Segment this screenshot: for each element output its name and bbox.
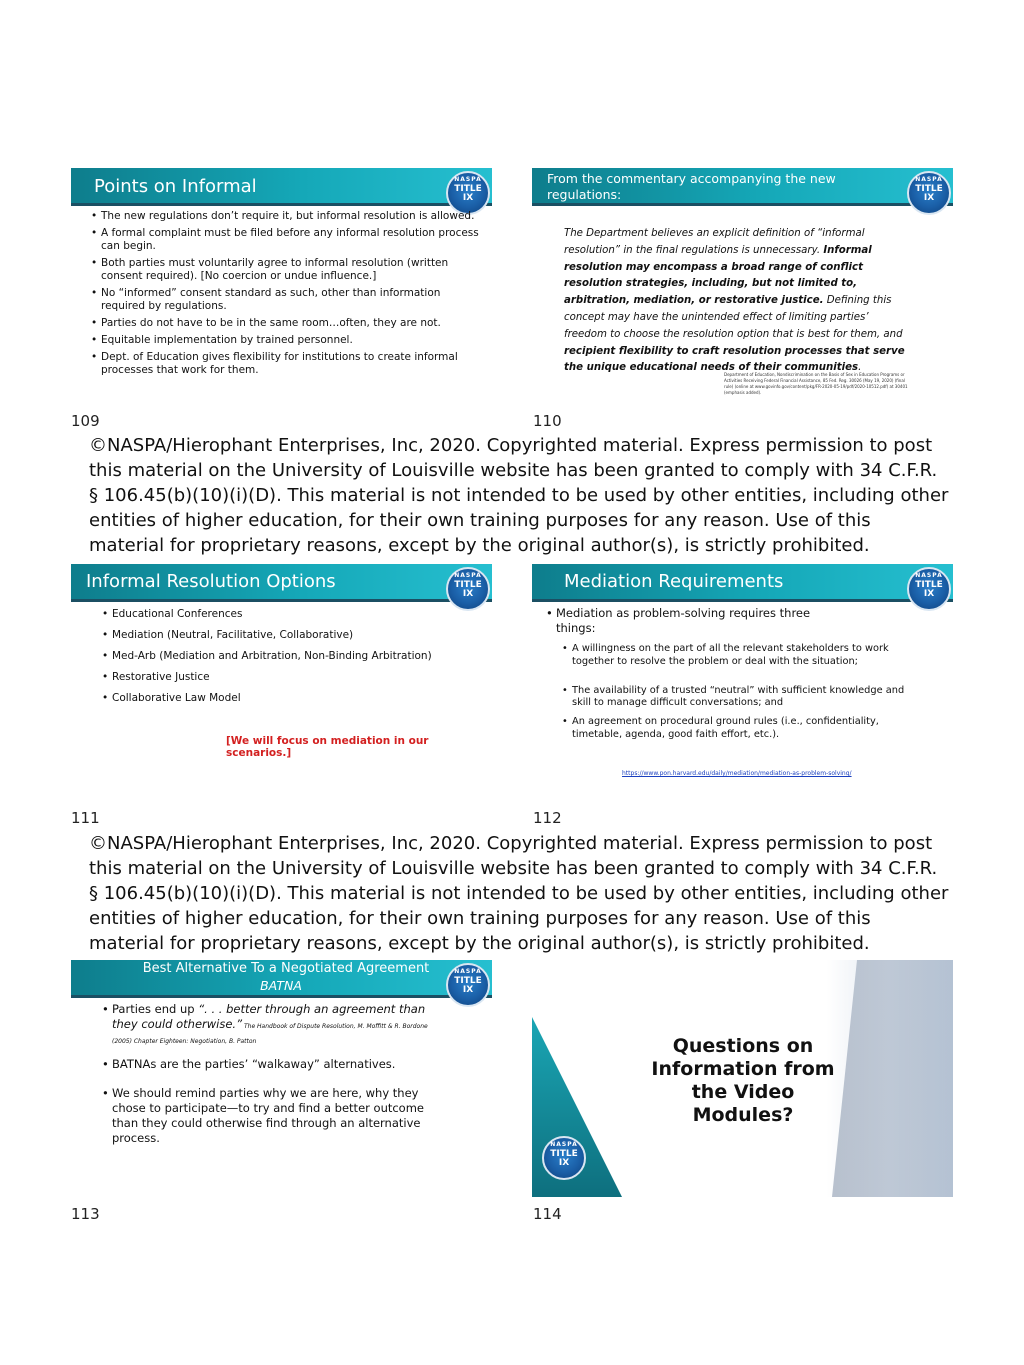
- slide-title-banner: [532, 168, 953, 206]
- title-ix-badge-icon: NASPA TITLE IX: [446, 171, 490, 215]
- slide-111: [71, 564, 492, 801]
- title-ix-badge-icon: NASPA TITLE IX: [542, 1136, 586, 1180]
- questions-heading: Questions on Information from the Video Modules?: [651, 1035, 835, 1126]
- list-item: • A formal complaint must be filed before any informal resolution process can begin.: [91, 227, 481, 253]
- slide-109: [71, 168, 492, 405]
- slide-114: [532, 960, 953, 1197]
- list-item: • Mediation (Neutral, Facilitative, Collaborative): [102, 629, 462, 642]
- bullet-list: [102, 1002, 438, 1146]
- title-ix-badge-icon: NASPA TITLE IX: [907, 567, 951, 611]
- list-item: • Med-Arb (Mediation and Arbitration, Non-Binding Arbitration): [102, 650, 462, 663]
- list-item: • Equitable implementation by trained personnel.: [91, 334, 481, 347]
- list-item: • The availability of a trusted “neutral” with sufficient knowledge and skill to manage difficult conversations; and: [562, 685, 918, 711]
- citation: Department of Education, Nondiscrimination on the Basis of Sex in Education Programs or Activities Receiving Federal Financial Assistance, 85 Fed. Reg. 30026 (May 19, 2020) (final rule) (online at www.govinfo.gov/content/pkg/FR-2020-05-19/pdf/2020-10512.pdf) at 30401 (emphasis added).: [724, 372, 908, 395]
- list-item: • Both parties must voluntarily agree to informal resolution (written consent required). [No coercion or undue influence.]: [91, 257, 481, 283]
- slide-title-banner: [71, 960, 492, 998]
- slide-number: 111: [71, 809, 100, 827]
- list-item: • BATNAs are the parties’ “walkaway” alternatives.: [102, 1057, 438, 1072]
- slide-title: Informal Resolution Options: [86, 571, 336, 592]
- bullet-list: [91, 210, 481, 377]
- slide-number: 113: [71, 1205, 100, 1223]
- slide-title: Mediation Requirements: [564, 571, 784, 592]
- slide-113: [71, 960, 492, 1197]
- intro-list: [546, 606, 816, 636]
- slide-title: Points on Informal: [94, 177, 257, 197]
- list-item: • An agreement on procedural ground rules (i.e., confidentiality, timetable, agenda, good faith effort, etc.).: [562, 716, 918, 742]
- list-item: • The new regulations don’t require it, but informal resolution is allowed.: [91, 210, 481, 223]
- focus-note: [We will focus on mediation in our scenarios.]: [226, 735, 429, 759]
- slide-112: [532, 564, 953, 801]
- list-item: • No “informed” consent standard as such, other than information required by regulations.: [91, 287, 481, 313]
- slide-title: From the commentary accompanying the new regulations:: [547, 171, 836, 202]
- list-item: • Parties end up “. . . better through an agreement than they could otherwise.” The Handbook of Dispute Resolution, M. Moffitt & R. Bordone (2005) Chapter Eighteen: Negotiation, B. Patton: [102, 1002, 438, 1047]
- bullet-list: [102, 608, 462, 705]
- slide-title-banner: [532, 564, 953, 602]
- slide-title: Best Alternative To a Negotiated Agreement: [142, 961, 430, 976]
- list-item: • Collaborative Law Model: [102, 692, 462, 705]
- slide-title-banner: [71, 564, 492, 602]
- bullet-list: [562, 643, 918, 742]
- list-item: • Mediation as problem-solving requires three things:: [546, 606, 816, 636]
- source-link[interactable]: https://www.pon.harvard.edu/daily/mediation/mediation-as-problem-solving/: [622, 770, 852, 777]
- list-item: • Parties do not have to be in the same room…often, they are not.: [91, 317, 481, 330]
- slide-110: [532, 168, 953, 405]
- copyright-notice: ©NASPA/Hierophant Enterprises, Inc, 2020. Copyrighted material. Express permission to post this material on the University of Louisville website has been granted to comply with 34 C.F.R. § 106.45(b)(10)(i)(D). This material is not intended to be used by other entities, including other entities of higher education, for their own training purposes for any reason. Use of this material for proprietary reasons, except by the original author(s), is strictly prohibited.: [89, 833, 949, 954]
- slide-title-banner: [71, 168, 492, 206]
- copyright-notice: ©NASPA/Hierophant Enterprises, Inc, 2020. Copyrighted material. Express permission to post this material on the University of Louisville website has been granted to comply with 34 C.F.R. § 106.45(b)(10)(i)(D). This material is not intended to be used by other entities, including other entities of higher education, for their own training purposes for any reason. Use of this material for proprietary reasons, except by the original author(s), is strictly prohibited.: [89, 435, 949, 556]
- list-item: • Educational Conferences: [102, 608, 462, 621]
- slide-number: 110: [533, 412, 562, 430]
- slide-number: 114: [533, 1205, 562, 1223]
- title-ix-badge-icon: NASPA TITLE IX: [907, 171, 951, 215]
- list-item: • A willingness on the part of all the relevant stakeholders to work together to resolve the problem or deal with the situation;: [562, 643, 918, 669]
- title-ix-badge-icon: NASPA TITLE IX: [446, 963, 490, 1007]
- list-item: • Restorative Justice: [102, 671, 462, 684]
- list-item: • Dept. of Education gives flexibility for institutions to create informal processes that work for them.: [91, 351, 481, 377]
- list-item: • We should remind parties why we are here, why they chose to participate—to try and find a better outcome than they could otherwise find through an alternative process.: [102, 1086, 438, 1146]
- title-ix-badge-icon: NASPA TITLE IX: [446, 567, 490, 611]
- slide-number: 109: [71, 412, 100, 430]
- commentary-quote: The Department believes an explicit definition of “informal resolution” in the final regulations is unnecessary. Informal resolution may encompass a broad range of conflict resolution strategies, including, but not limited to, arbitration, mediation, or restorative justice. Defining this concept may have the unintended effect of limiting parties’ freedom to choose the resolution option that is best for them, and recipient flexibility to craft resolution processes that serve the unique educational needs of their communities.: [564, 228, 905, 374]
- slide-subtitle: BATNA: [260, 978, 302, 993]
- slide-number: 112: [533, 809, 562, 827]
